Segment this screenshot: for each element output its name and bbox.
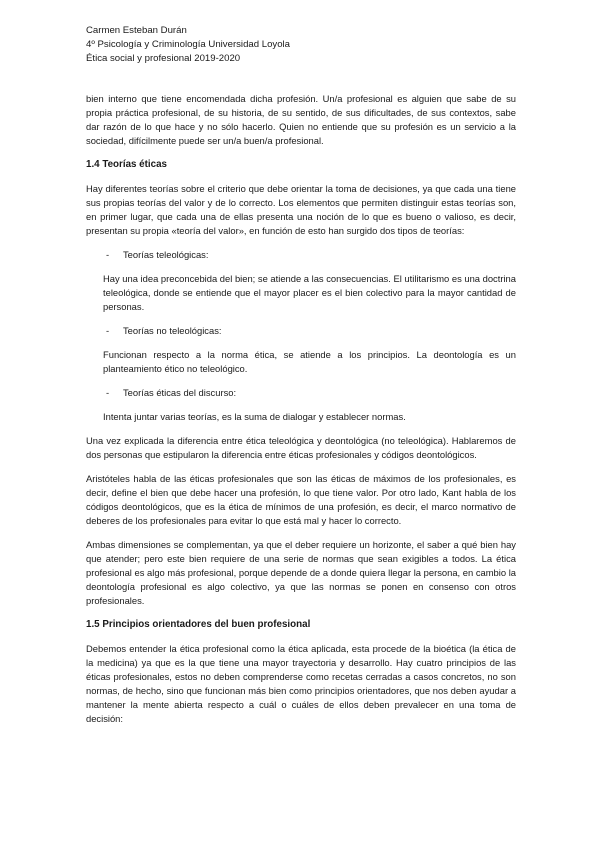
bullet-dash: - [106,325,110,336]
course-name: 4º Psicología y Criminología Universidad Loyola [86,39,291,50]
paragraph-intro: bien interno que tiene encomendada dicha profesión. Un/a profesional es alguien que sabe de su propia práctica profesional, de su historia, de su sentido, de sus dificultades, de sus contextos, sabe dar razón de lo que hace y no sólo hacerlo. Quien no entiende que su profesión es un servicio a la sociedad, difícilmente puede ser un/a buen/a profesional. [86,93,516,146]
bullet-dash: - [106,387,110,398]
bullet-label: Teorías teleológicas: [123,249,209,260]
paragraph-principios: Debemos entender la ética profesional como la ética aplicada, esta procede de la bioética (la ética de la medicina) ya que es la que tiene una mayor trayectoria y desarrollo. Hay cuatro principios de las éticas profesionales, estos no deben comprenderse como recetas cerradas a casos concretos, no son normas, de hecho, sino que funcionan más bien como principios orientadores, que nos deben ayudar a mantener la mente abierta respecto a cuál o cuáles de ellos deben prevalecer en una toma de decisión: [86,643,516,724]
list-item [106,248,516,262]
section-heading-1-5: 1.5 Principios orientadores del buen profesional [86,619,311,630]
bullet-description: Hay una idea preconcebida del bien; se atiende a las consecuencias. El utilitarismo es una doctrina teleológica, donde se entiende que el mayor placer es el bien colectivo para la mayor cantidad de personas. [103,273,516,312]
bullet-label: Teorías no teleológicas: [123,325,222,336]
paragraph-explicada: Una vez explicada la diferencia entre ética teleológica y deontológica (no teleológica). Hablaremos de dos personas que estipularon la diferencia entre éticas profesionales y códigos deontológicos. [86,435,516,460]
bullet-label: Teorías éticas del discurso: [123,387,237,398]
document-header [86,24,290,66]
bullet-dash: - [106,249,110,260]
paragraph-aristoteles: Aristóteles habla de las éticas profesionales que son las éticas de máximos de los profesionales, es decir, define el bien que debe hacer una profesión, lo que tiene valor. Por otro lado, Kant habla de los códigos deontológicos, que es la ética de mínimos de una profesión, es decir, el marco normativo de deberes de los profesionales para evitar lo que está mal y hacer lo correcto. [86,473,516,526]
bullet-description: Intenta juntar varias teorías, es la suma de dialogar y establecer normas. [103,411,406,422]
bullet-description: Funcionan respecto a la norma ética, se atiende a los principios. La deontología es un planteamiento ético no teleológico. [103,349,516,374]
paragraph-ambas: Ambas dimensiones se complementan, ya que el deber requiere un horizonte, el saber a qué bien hay que atender; pero este bien requiere de una serie de normas que sean exigibles a todos. La ética profesional es algo más profesional, porque depende de a donde quiera llegar la persona, en cambio la deontología profesional es algo colectivo, ya que las normas se ponen en consenso con otros profesionales. [86,539,516,606]
author-name: Carmen Esteban Durán [86,25,187,36]
paragraph-teorias: Hay diferentes teorías sobre el criterio que debe orientar la toma de decisiones, ya que cada una tiene sus propias teorías del valor y de lo correcto. Los elementos que permiten distinguir estas teorías son, en primer lugar, que cada una de ellas presenta una noción de lo que es bueno o valioso, es decir, presentan su propia «teoría del valor», en función de esto han surgido dos tipos de teorías: [86,183,516,236]
list-item [106,324,516,338]
subject-name: Ética social y profesional 2019-2020 [86,53,241,64]
document-body [86,92,516,736]
section-heading-1-4: 1.4 Teorías éticas [86,159,167,170]
list-item [106,386,516,400]
